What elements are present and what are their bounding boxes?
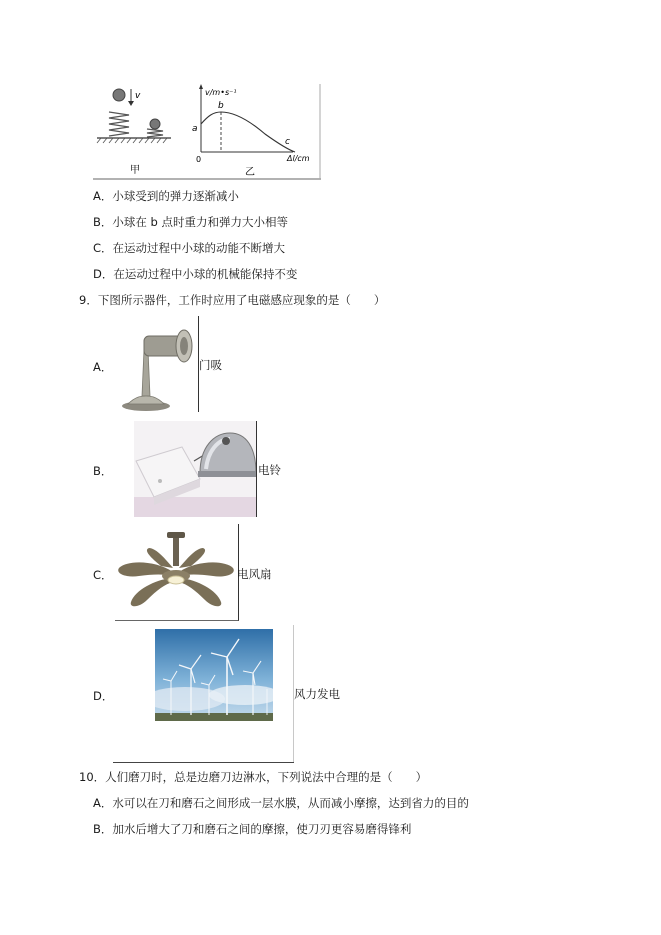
q9-stem: 9．下图所示器件，工作时应用了电磁感应现象的是（ ） bbox=[79, 293, 386, 307]
point-c-label: c bbox=[285, 137, 290, 147]
q10-option-b: B．加水后增大了刀和磨石之间的摩擦，使刀刃更容易磨得锋利 bbox=[93, 822, 412, 836]
electric-bell-image bbox=[134, 421, 257, 517]
q8-option-d: D．在运动过程中小球的机械能保持不变 bbox=[93, 267, 298, 281]
ceiling-fan-image bbox=[115, 524, 239, 621]
spring-left bbox=[109, 112, 129, 136]
point-b-label: b bbox=[218, 101, 224, 111]
q8-option-a: A．小球受到的弹力逐渐减小 bbox=[93, 189, 239, 203]
figure-left-caption: 甲 bbox=[130, 165, 140, 176]
point-a-label: a bbox=[192, 124, 198, 134]
q9-option-c-letter: C． bbox=[93, 568, 113, 582]
velocity-label: v bbox=[135, 91, 141, 101]
origin-label: 0 bbox=[196, 155, 202, 164]
compressed-ball bbox=[150, 119, 160, 129]
y-axis-label: v/m•s⁻¹ bbox=[205, 88, 237, 97]
q8-figure-svg bbox=[93, 82, 323, 182]
q9-option-a-letter: A． bbox=[93, 360, 113, 374]
q9-option-a-label: 门吸 bbox=[199, 358, 222, 372]
figure-right-caption: 乙 bbox=[245, 167, 255, 178]
q8-figure bbox=[93, 82, 323, 182]
door-stopper-image bbox=[114, 316, 199, 412]
q9-option-b-label: 电铃 bbox=[258, 463, 281, 477]
q10-stem: 10．人们磨刀时，总是边磨刀边淋水，下列说法中合理的是（ ） bbox=[79, 770, 428, 784]
q10-option-a: A．水可以在刀和磨石之间形成一层水膜，从而减小摩擦，达到省力的目的 bbox=[93, 796, 469, 810]
q8-option-b: B．小球在 b 点时重力和弹力大小相等 bbox=[93, 215, 288, 229]
option-d-frame-bottom bbox=[113, 762, 294, 763]
velocity-curve bbox=[201, 112, 295, 152]
falling-ball bbox=[113, 89, 125, 101]
wind-turbines-image bbox=[155, 629, 273, 721]
q8-option-c: C．在运动过程中小球的动能不断增大 bbox=[93, 241, 286, 255]
q9-option-d-letter: D． bbox=[93, 689, 114, 703]
q9-option-c-label: 电风扇 bbox=[237, 567, 272, 581]
q9-option-b-letter: B． bbox=[93, 464, 113, 478]
spring-right bbox=[147, 129, 163, 137]
x-axis-label: Δl/cm bbox=[287, 154, 310, 163]
q9-option-d-label: 风力发电 bbox=[294, 687, 340, 701]
